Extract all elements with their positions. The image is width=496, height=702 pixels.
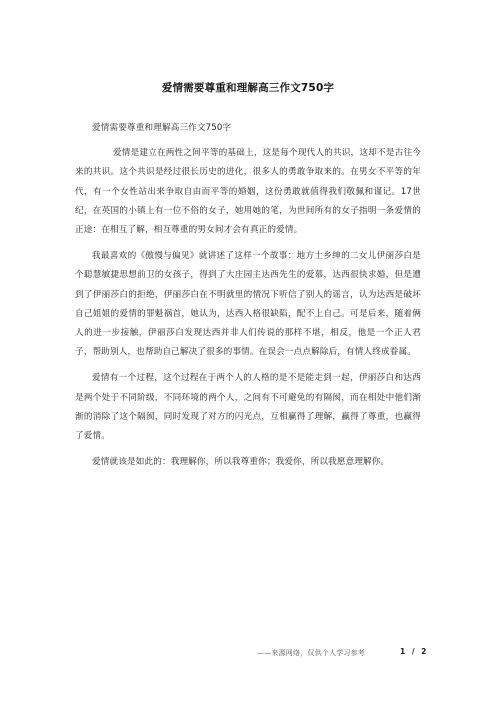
paragraph-2: 我最喜欢的《傲慢与偏见》就讲述了这样一个故事：地方土乡绅的二女儿伊丽莎白是个聪慧敏捷思想前卫的女孩子，得到了大庄园主达西先生的爱慕，达西很快求婚，但是遭到了伊丽莎白的拒绝，伊丽莎白在不明就里的情况下听信了别人的谣言，认为达西是破坏自己姐姐的爱情的罪魁祸首，她认为，达西人格很缺陷，配不上自己。可是后来，随着俩人的进一步接触，伊丽莎白发现达西并非人们传说的那样不堪，相反，他是一个正人君子，帮助别人，也帮助自己解决了很多的事情。在误会一点点解除后，有情人终成眷属。 [75,251,421,358]
footer-source-note: ——来源网络，仅供个人学习参考 [257,649,365,657]
paragraph-4: 爱情就该是如此的：我理解你，所以我尊重你；我爱你，所以我愿意理解你。 [92,457,390,468]
document-body [75,119,421,479]
paragraph-1: 爱情是建立在两性之间平等的基础上，这是每个现代人的共识，这却不是古往今来的共识。这个共识是经过很长历史的进化，很多人的勇敢争取来的。在男女不平等的年代，有一个女性站出来争取自由而平等的婚姻，这份勇敢就值得我们敬佩和谨记。17世纪，在英国的小镇上有一位不俗的女子，她用她的笔，为世间所有的女子指明一条爱情的正途：在相互了解，相互尊重的男女间才会有真正的爱情。 [75,148,421,236]
document-subtitle: 爱情需要尊重和理解高三作文750字 [92,123,232,133]
page-number: 1 / 2 [400,647,429,656]
paragraph-3: 爱情有一个过程，这个过程在于两个人的人格的是不是能走到一起，伊丽莎白和达西是两个处于不同阶级，不同环境的两个人，之间有不可避免的有隔阂，而在相处中他们渐渐的消除了这个隔阂，同时发现了对方的闪光点，互相赢得了理解，赢得了尊重，也赢得了爱情。 [75,373,421,442]
document-title: 爱情需要尊重和理解高三作文750字 [161,82,335,94]
